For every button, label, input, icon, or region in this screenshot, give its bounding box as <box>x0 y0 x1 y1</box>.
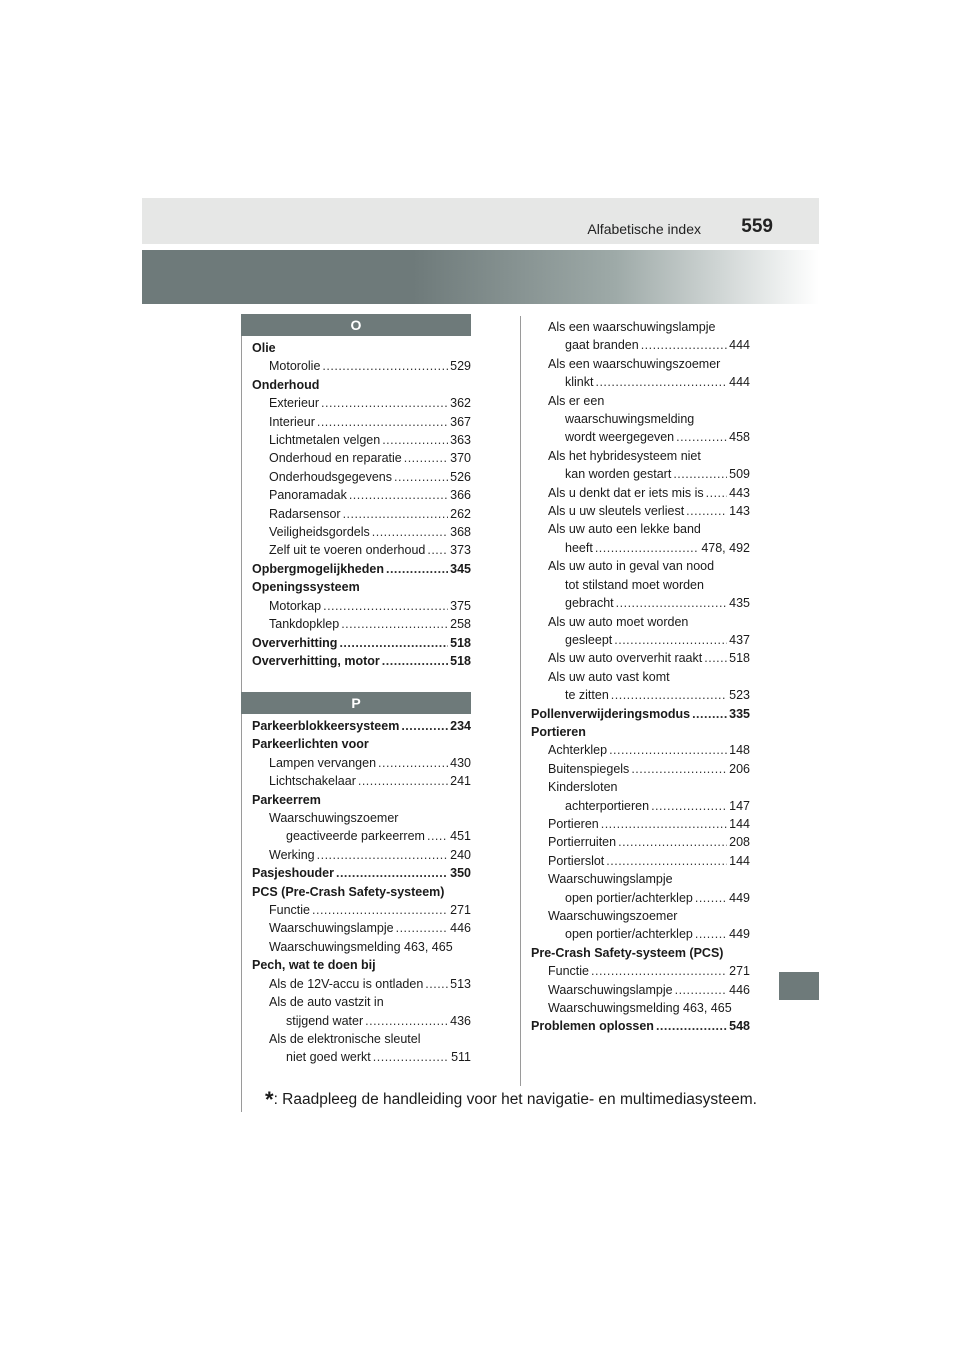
footnote-text: : Raadpleeg de handleiding voor het navigatie- en multimediasysteem. <box>273 1091 757 1108</box>
entry-page: 262 <box>450 506 471 521</box>
index-entry <box>531 962 750 980</box>
dot-leader <box>427 827 448 845</box>
entry-page: 430 <box>450 755 471 770</box>
entry-text: Exterieur <box>269 396 320 411</box>
entry-text: Lichtmetalen velgen <box>269 433 381 448</box>
entry-page: 548 <box>729 1019 750 1034</box>
index-entry <box>252 652 471 670</box>
index-entry <box>531 613 750 631</box>
index-entry <box>252 901 471 919</box>
section-letter-o: O <box>241 314 471 336</box>
dot-leader <box>358 772 448 790</box>
index-entry <box>252 431 471 449</box>
entry-text: Portieren <box>531 724 586 739</box>
dot-leader <box>317 846 449 864</box>
index-entry <box>531 852 750 870</box>
index-entry <box>252 541 471 559</box>
entry-text: Problemen oplossen <box>531 1019 654 1034</box>
entry-text: Als het hybridesysteem niet <box>548 448 701 463</box>
entry-page: 518 <box>450 653 471 668</box>
entry-page: 446 <box>729 982 750 997</box>
entry-page: 362 <box>450 396 471 411</box>
dot-leader <box>595 373 727 391</box>
entry-text: Interieur <box>269 414 315 429</box>
index-entry <box>531 778 750 796</box>
dot-leader <box>382 431 448 449</box>
index-entry <box>531 925 750 943</box>
index-entry <box>252 1048 471 1066</box>
entry-text: wordt weergegeven <box>565 430 675 445</box>
dot-leader <box>614 631 727 649</box>
index-entry <box>531 484 750 502</box>
dot-leader <box>595 539 700 557</box>
entry-page: 478, 492 <box>701 540 750 555</box>
entry-text: gebracht <box>565 596 614 611</box>
entry-page: 234 <box>450 719 471 733</box>
entry-page: 208 <box>729 835 750 850</box>
entry-page: 271 <box>450 903 471 918</box>
entry-text: Lampen vervangen <box>269 755 377 770</box>
dot-leader <box>692 705 727 723</box>
entry-text: Lichtschakelaar <box>269 774 356 789</box>
dot-leader <box>401 717 448 735</box>
entry-text: Waarschuwingszoemer <box>269 811 399 826</box>
index-entry <box>252 560 471 578</box>
dot-leader <box>656 1017 727 1035</box>
entry-text: Parkeerrem <box>252 792 321 807</box>
entry-text: Werking <box>269 847 315 862</box>
entry-text: stijgend water <box>286 1013 364 1028</box>
dot-leader <box>686 502 727 520</box>
dot-leader <box>396 919 449 937</box>
entry-text: Als er een <box>548 393 605 408</box>
entry-text: Motorkap <box>269 598 322 613</box>
entry-text: Als uw auto oververhit raakt <box>548 651 703 666</box>
entry-text: Portierslot <box>548 853 605 868</box>
dot-leader <box>404 449 448 467</box>
entry-text: Veiligheidsgordels <box>269 525 370 540</box>
index-column-o <box>252 339 471 670</box>
entry-page: 451 <box>450 829 471 844</box>
entry-page: 526 <box>450 469 471 484</box>
entry-text: Waarschuwingslampje <box>548 982 673 997</box>
dot-leader <box>606 852 727 870</box>
dot-leader <box>349 486 448 504</box>
index-entry <box>252 717 471 735</box>
dot-leader <box>591 962 727 980</box>
entry-text: Als een waarschuwingszoemer <box>548 356 721 371</box>
dot-leader <box>317 413 448 431</box>
entry-page: 366 <box>450 488 471 503</box>
entry-page: 370 <box>450 451 471 466</box>
entry-text: Zelf uit te voeren onderhoud <box>269 543 426 558</box>
index-entry <box>252 754 471 772</box>
header-title: Alfabetische index <box>587 221 701 237</box>
index-entry <box>252 735 471 753</box>
entry-text: waarschuwingsmelding <box>565 412 695 427</box>
index-entry <box>252 339 471 357</box>
index-entry <box>531 631 750 649</box>
index-entry <box>252 357 471 375</box>
entry-page: 373 <box>450 543 471 558</box>
index-entry <box>531 889 750 907</box>
entry-text: Waarschuwingsmelding 463, 465 <box>269 939 453 954</box>
dot-leader <box>631 760 727 778</box>
entry-text: Opbergmogelijkheden <box>252 561 384 576</box>
entry-text: Als u denkt dat er iets mis is <box>548 485 704 500</box>
index-entry <box>531 815 750 833</box>
index-entry <box>531 668 750 686</box>
index-entry <box>531 833 750 851</box>
index-entry <box>531 594 750 612</box>
footnote-star: * <box>265 1087 274 1112</box>
entry-text: Waarschuwingslampje <box>548 872 673 887</box>
dot-leader <box>323 597 448 615</box>
entry-page: 509 <box>729 467 750 482</box>
dot-leader <box>425 975 448 993</box>
entry-page: 144 <box>729 816 750 831</box>
entry-text: Olie <box>252 341 276 355</box>
entry-page: 518 <box>450 635 471 650</box>
dot-leader <box>341 615 448 633</box>
entry-text: Als uw auto in geval van nood <box>548 559 715 574</box>
entry-page: 144 <box>729 853 750 868</box>
index-entry <box>252 1012 471 1030</box>
dot-leader <box>339 634 448 652</box>
entry-page: 350 <box>450 866 471 881</box>
index-entry <box>252 578 471 596</box>
dot-leader <box>675 981 728 999</box>
page-number: 559 <box>741 216 773 237</box>
entry-page: 271 <box>729 964 750 979</box>
index-entry <box>252 413 471 431</box>
entry-page: 148 <box>729 743 750 758</box>
chapter-tab <box>779 972 819 1000</box>
index-entry <box>531 705 750 723</box>
entry-text: Als de 12V-accu is ontladen <box>269 976 424 991</box>
entry-text: Parkeerlichten voor <box>252 737 369 752</box>
index-entry <box>252 938 471 956</box>
entry-page: 436 <box>450 1013 471 1028</box>
entry-page: 449 <box>729 927 750 942</box>
index-entry <box>531 944 750 962</box>
entry-text: tot stilstand moet worden <box>565 577 704 592</box>
index-entry <box>531 557 750 575</box>
index-entry <box>531 999 750 1017</box>
entry-page: 375 <box>450 598 471 613</box>
entry-page: 363 <box>450 433 471 448</box>
index-entry <box>531 760 750 778</box>
index-entry <box>252 449 471 467</box>
entry-text: Functie <box>269 903 310 918</box>
entry-text: Functie <box>548 964 589 979</box>
entry-page: 206 <box>729 761 750 776</box>
entry-page: 458 <box>729 430 750 445</box>
entry-text: klinkt <box>565 375 594 390</box>
dot-leader <box>372 523 448 541</box>
entry-page: 529 <box>450 359 471 374</box>
entry-text: Waarschuwingslampje <box>269 921 394 936</box>
index-entry <box>531 649 750 667</box>
entry-text: Als u uw sleutels verliest <box>548 504 685 519</box>
entry-page: 368 <box>450 525 471 540</box>
dot-leader <box>611 686 727 704</box>
entry-text: Waarschuwingszoemer <box>548 909 678 923</box>
dot-leader <box>336 864 448 882</box>
entry-text: Pollenverwijderingsmodus <box>531 706 691 721</box>
index-entry <box>531 539 750 557</box>
dot-leader <box>616 594 727 612</box>
entry-text: Pasjeshouder <box>252 866 334 881</box>
page-header <box>142 198 819 244</box>
entry-text: geactiveerde parkeerrem <box>286 829 425 844</box>
entry-text: gesleept <box>565 632 613 647</box>
dot-leader <box>704 649 727 667</box>
index-entry <box>252 468 471 486</box>
entry-page: 435 <box>729 596 750 611</box>
dot-leader <box>695 889 727 907</box>
index-entry <box>252 394 471 412</box>
entry-text: Panoramadak <box>269 488 347 503</box>
dot-leader <box>365 1012 448 1030</box>
index-entry <box>252 846 471 864</box>
column-divider <box>520 316 521 1086</box>
entry-text: Kindersloten <box>548 780 618 795</box>
index-column-right <box>531 318 750 1036</box>
index-entry <box>252 615 471 633</box>
entry-page: 513 <box>450 976 471 991</box>
entry-text: achterportieren <box>565 798 650 813</box>
dot-leader <box>312 901 448 919</box>
index-entry <box>531 355 750 373</box>
index-entry <box>252 1030 471 1048</box>
entry-text: heeft <box>565 540 593 555</box>
dot-leader <box>651 797 727 815</box>
left-rule <box>241 316 242 1112</box>
index-entry <box>531 336 750 354</box>
dot-leader <box>322 357 448 375</box>
dot-leader <box>343 505 449 523</box>
entry-text: Als uw auto moet worden <box>548 614 689 629</box>
index-entry <box>531 410 750 428</box>
index-entry <box>252 956 471 974</box>
entry-page: 443 <box>729 485 750 500</box>
entry-page: 518 <box>729 651 750 666</box>
entry-page: 523 <box>729 688 750 703</box>
index-entry <box>531 465 750 483</box>
index-entry <box>252 523 471 541</box>
index-entry <box>531 447 750 465</box>
dot-leader <box>386 560 448 578</box>
entry-page: 511 <box>451 1050 471 1065</box>
index-entry <box>531 723 750 741</box>
dot-leader <box>676 428 727 446</box>
section-letter-p: P <box>241 692 471 714</box>
entry-text: Buitenspiegels <box>548 761 630 776</box>
dot-leader <box>673 465 727 483</box>
entry-text: Motorolie <box>269 359 321 374</box>
entry-text: Onderhoud en reparatie <box>269 451 402 466</box>
entry-page: 240 <box>450 847 471 862</box>
footnote <box>265 1087 757 1113</box>
entry-page: 449 <box>729 890 750 905</box>
index-entry <box>252 809 471 827</box>
index-entry <box>531 373 750 391</box>
dot-leader <box>321 394 448 412</box>
index-entry <box>531 318 750 336</box>
entry-text: open portier/achterklep <box>565 927 693 942</box>
dot-leader <box>378 754 448 772</box>
entry-text: Als uw auto een lekke band <box>548 522 701 537</box>
entry-text: te zitten <box>565 688 609 703</box>
index-entry <box>531 428 750 446</box>
index-entry <box>252 597 471 615</box>
dot-leader <box>618 833 727 851</box>
entry-page: 345 <box>450 561 471 576</box>
entry-page: 367 <box>450 414 471 429</box>
entry-text: Als de elektronische sleutel <box>269 1031 421 1046</box>
dot-leader <box>382 652 448 670</box>
entry-page: 241 <box>450 774 471 789</box>
index-entry <box>252 634 471 652</box>
index-entry <box>252 505 471 523</box>
index-entry <box>252 376 471 394</box>
index-entry <box>252 883 471 901</box>
dot-leader <box>394 468 448 486</box>
entry-page: 335 <box>729 706 750 721</box>
index-entry <box>252 827 471 845</box>
index-entry <box>531 907 750 925</box>
entry-text: Oververhitting, motor <box>252 653 380 668</box>
index-entry <box>252 864 471 882</box>
dot-leader <box>706 484 728 502</box>
entry-text: Parkeerblokkeersysteem <box>252 719 400 733</box>
entry-text: Als uw auto vast komt <box>548 669 670 684</box>
entry-page: 446 <box>450 921 471 936</box>
entry-page: 258 <box>450 617 471 632</box>
entry-text: Onderhoudsgegevens <box>269 469 393 484</box>
index-entry <box>252 772 471 790</box>
entry-page: 147 <box>729 798 750 813</box>
dot-leader <box>695 925 727 943</box>
index-entry <box>252 975 471 993</box>
entry-text: niet goed werkt <box>286 1050 371 1065</box>
index-entry <box>252 791 471 809</box>
entry-page: 437 <box>729 632 750 647</box>
dot-leader <box>641 336 727 354</box>
index-entry <box>531 870 750 888</box>
entry-text: Tankdopklep <box>269 617 340 632</box>
entry-text: Portieren <box>548 816 599 831</box>
index-entry <box>531 520 750 538</box>
dot-leader <box>601 815 727 833</box>
entry-text: Als de auto vastzit in <box>269 995 384 1010</box>
entry-text: Oververhitting <box>252 635 338 650</box>
entry-text: Waarschuwingsmelding 463, 465 <box>548 1001 732 1016</box>
entry-text: Achterklep <box>548 743 608 758</box>
entry-text: Pre-Crash Safety-systeem (PCS) <box>531 945 724 960</box>
index-entry <box>531 741 750 759</box>
index-entry <box>531 797 750 815</box>
entry-text: Radarsensor <box>269 506 341 521</box>
index-entry <box>531 502 750 520</box>
entry-text: Als een waarschuwingslampje <box>548 320 716 334</box>
entry-text: Portierruiten <box>548 835 617 850</box>
entry-page: 444 <box>729 375 750 390</box>
index-entry <box>252 486 471 504</box>
entry-page: 143 <box>729 504 750 519</box>
index-entry <box>252 993 471 1011</box>
entry-text: gaat branden <box>565 338 639 353</box>
index-entry <box>252 919 471 937</box>
dot-leader <box>609 741 727 759</box>
index-entry <box>531 392 750 410</box>
entry-text: open portier/achterklep <box>565 890 693 905</box>
index-entry <box>531 686 750 704</box>
entry-text: Pech, wat te doen bij <box>252 958 376 973</box>
entry-text: PCS (Pre-Crash Safety-systeem) <box>252 884 445 899</box>
header-band <box>142 250 819 304</box>
dot-leader <box>373 1048 449 1066</box>
index-entry <box>531 1017 750 1035</box>
entry-text: kan worden gestart <box>565 467 672 482</box>
entry-text: Onderhoud <box>252 377 320 392</box>
entry-page: 444 <box>729 338 750 353</box>
index-entry <box>531 981 750 999</box>
index-column-p <box>252 717 471 1067</box>
dot-leader <box>427 541 448 559</box>
entry-text: Openingssysteem <box>252 580 360 595</box>
index-entry <box>531 576 750 594</box>
